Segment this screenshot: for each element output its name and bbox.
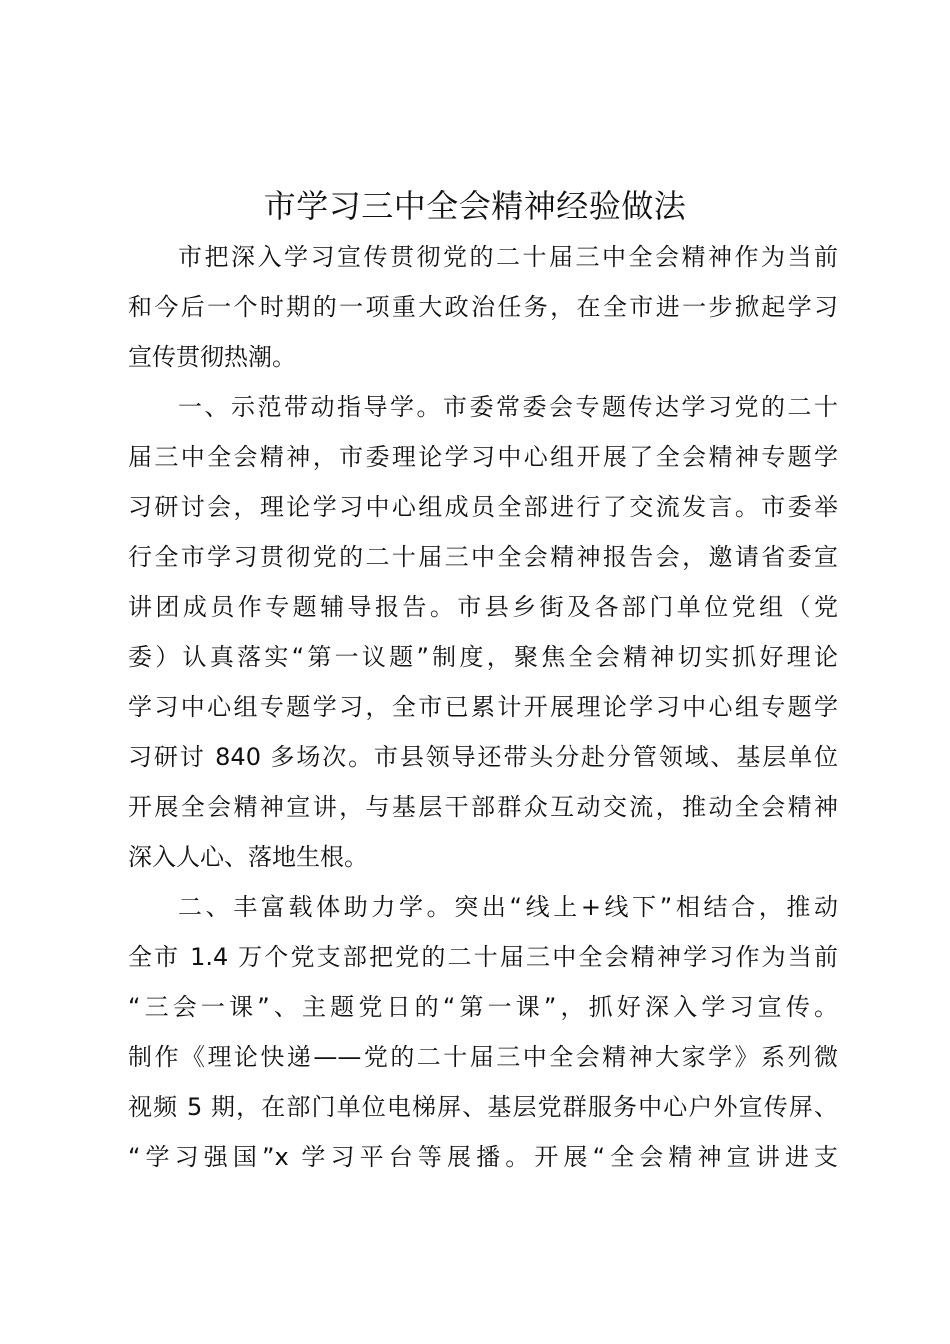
text-line: 一、示范带动指导学。市委常委会专题传达学习党的二十 [178,393,838,421]
text-line: “学习强国”x 学习平台等展播。开展“全会精神宣讲进支 [128,1143,838,1171]
text-line: 开展全会精神宣讲，与基层干部群众互动交流，推动全会精神 [128,793,838,821]
text-line: “三会一课”、主题党日的“第一课”，抓好深入学习宣传。 [128,993,838,1021]
text-line: 制作《理论快递——党的二十届三中全会精神大家学》系列微 [128,1043,838,1071]
text-line: 习研讨会，理论学习中心组成员全部进行了交流发言。市委举 [128,493,838,521]
text-line: 委）认真落实“第一议题”制度，聚焦全会精神切实抓好理论 [128,643,838,671]
text-line: 二、丰富载体助力学。突出“线上+线下”相结合，推动 [178,893,838,921]
text-line: 学习中心组专题学习，全市已累计开展理论学习中心组专题学 [128,693,838,721]
text-line: 深入人心、落地生根。 [128,843,368,871]
text-line: 全市 1.4 万个党支部把党的二十届三中全会精神学习作为当前 [128,943,838,971]
paragraph-section-one [128,382,838,882]
text-line: 习研讨 840 多场次。市县领导还带头分赴分管领域、基层单位 [128,743,838,771]
text-line: 宣传贯彻热潮。 [128,343,296,371]
paragraph-intro [128,232,838,382]
text-line: 讲团成员作专题辅导报告。市县乡街及各部门单位党组（党 [128,593,838,621]
document-body [128,232,838,1182]
text-line: 视频 5 期，在部门单位电梯屏、基层党群服务中心户外宣传屏、 [128,1093,838,1121]
text-line: 行全市学习贯彻党的二十届三中全会精神报告会，邀请省委宣 [128,543,838,571]
paragraph-section-two [128,882,838,1182]
document-title: 市学习三中全会精神经验做法 [263,187,687,225]
text-line: 届三中全会精神，市委理论学习中心组开展了全会精神专题学 [128,443,838,471]
text-line: 和今后一个时期的一项重大政治任务，在全市进一步掀起学习 [128,293,838,321]
text-line: 市把深入学习宣传贯彻党的二十届三中全会精神作为当前 [178,243,838,271]
